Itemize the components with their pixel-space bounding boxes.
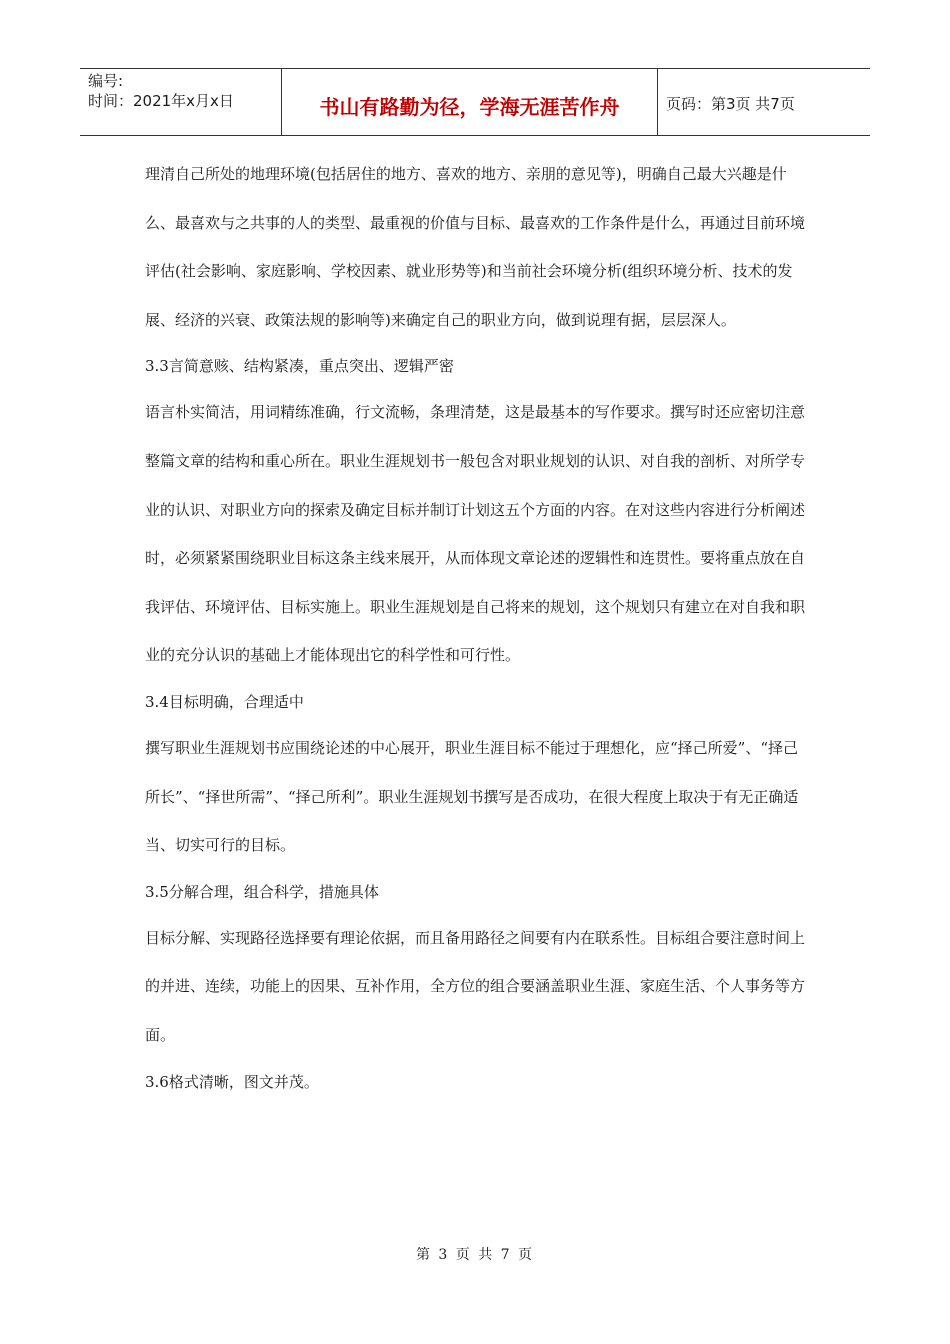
page-footer: 第 3 页 共 7 页 (415, 1247, 535, 1263)
paragraph: 撰写职业生涯规划书应围绕论述的中心展开，职业生涯目标不能过于理想化，应“择己所爱”、“择己所长”、“择世所需”、“择己所利”。职业生涯规划书撰写是否成功，在很大程度上取决于有无正确适当、切实可行的目标。 (145, 738, 799, 855)
section-heading: 3.6格式清晰，图文并茂。 (145, 1072, 319, 1091)
section-heading: 3.4目标明确，合理适中 (145, 692, 304, 711)
document-body (145, 150, 805, 1104)
header-meta (80, 69, 282, 135)
page-label: 页码：第3页 共7页 (666, 95, 795, 113)
paragraph: 理清自己所处的地理环境(包括居住的地方、喜欢的地方、亲朋的意见等)，明确自己最大兴趣是什么、最喜欢与之共事的人的类型、最重视的价值与目标、最喜欢的工作条件是什么，再通过目前环境评估(社会影响、家庭影响、学校因素、就业形势等)和当前社会环境分析(组织环境分析、技术的发展、经济的兴衰、政策法规的影响等)来确定自己的职业方向，做到说理有据，层层深人。 (145, 165, 806, 329)
motto: 书山有路勤为径，学海无涯苦作舟 (319, 95, 620, 119)
section-heading: 3.3言简意赅、结构紧凑，重点突出、逻辑严密 (145, 357, 454, 376)
time-label: 时间：2021年x月x日 (88, 92, 234, 110)
document-header (80, 68, 870, 136)
number-label: 编号: (88, 72, 124, 90)
section-heading: 3.5分解合理，组合科学，措施具体 (145, 882, 379, 901)
header-motto-cell (282, 69, 658, 135)
paragraph: 目标分解、实现路径选择要有理论依据，而且备用路径之间要有内在联系性。目标组合要注意时间上的并进、连续，功能上的因果、互补作用，全方位的组合要涵盖职业生涯、家庭生活、个人事务等方面。 (145, 928, 806, 1044)
paragraph: 语言朴实简洁，用词精练准确，行文流畅，条理清楚，这是最基本的写作要求。撰写时还应密切注意整篇文章的结构和重心所在。职业生涯规划书一般包含对职业规划的认识、对自我的剖析、对所学专业的认识、对职业方向的探索及确定目标并制订计划这五个方面的内容。在对这些内容进行分析阐述时，必须紧紧围绕职业目标这条主线来展开，从而体现文章论述的逻辑性和连贯性。要将重点放在自我评估、环境评估、目标实施上。职业生涯规划是自己将来的规划，这个规划只有建立在对自我和职业的充分认识的基础上才能体现出它的科学性和可行性。 (145, 403, 806, 665)
